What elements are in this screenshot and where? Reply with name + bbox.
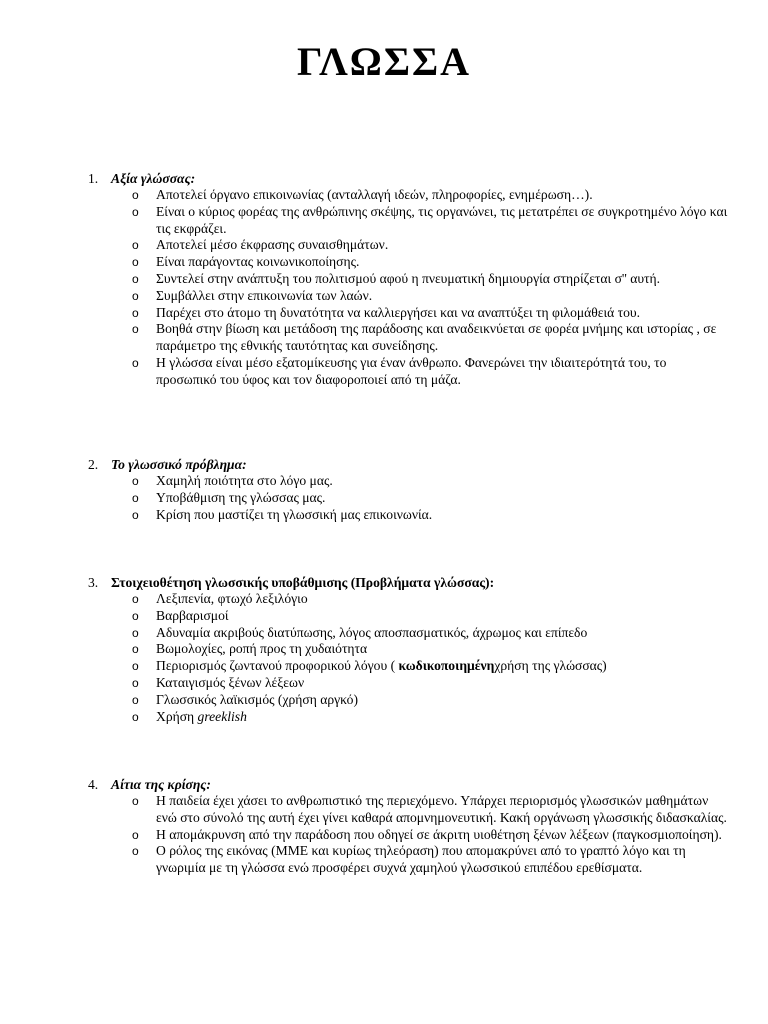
section-title: Το γλωσσικό πρόβλημα: [111, 457, 247, 472]
circle-bullet-icon: o [132, 288, 139, 303]
list-item: o Χαμηλή ποιότητα στο λόγο μας. [132, 473, 333, 488]
list-item: o Η παιδεία έχει χάσει το ανθρωπιστικό της περιεχόμενο. Υπάρχει περιορισμός γλωσσικών μαθημάτων ενώ στο σύνολό της αυτή έχει γίνει καθαρά απομνημονευτική. Κακή οργάνωση γλωσσικής διδασκαλίας. [132, 793, 727, 825]
list-item: o Χρήση greeklish [132, 708, 247, 724]
list-item: o Υποβάθμιση της γλώσσας μας. [132, 489, 326, 505]
circle-bullet-icon: o [132, 204, 139, 219]
list-item: o Ο ρόλος της εικόνας (ΜΜΕ και κυρίως τηλεόραση) που απομακρύνει από το γραπτό λόγο και τη γνωριμία με τη γλώσσα ενώ προσφέρει συχνά χαμηλού γλωσσικού επιπέδου ερεθίσματα. [132, 843, 686, 876]
circle-bullet-icon: o [132, 322, 139, 337]
bullet-list [0, 591, 768, 725]
list-item: o Γλωσσικός λαϊκισμός (χρήση αργκό) [132, 691, 358, 707]
circle-bullet-icon: o [132, 305, 139, 320]
section-number: 3. [88, 575, 99, 590]
section-number: 4. [88, 777, 99, 792]
circle-bullet-icon: o [132, 355, 139, 370]
list-item: o Συντελεί στην ανάπτυξη του πολιτισμού αφού η πνευματική δημιουργία στηρίζεται σ'' αυτή. [132, 270, 661, 286]
circle-bullet-icon: o [132, 507, 139, 522]
section-title: Αξία γλώσσας: [111, 171, 196, 186]
list-item: o Βωμολοχίες, ροπή προς τη χυδαιότητα [132, 641, 368, 657]
bullet-list [0, 793, 768, 877]
circle-bullet-icon: o [132, 827, 139, 842]
list-item: o Αποτελεί μέσο έκφρασης συναισθημάτων. [132, 237, 389, 253]
list-item: o Συμβάλλει στην επικοινωνία των λαών. [132, 287, 373, 303]
circle-bullet-icon: o [132, 642, 139, 657]
circle-bullet-icon: o [132, 474, 139, 488]
section-title: Αίτια της κρίσης: [111, 777, 211, 792]
circle-bullet-icon: o [132, 794, 139, 808]
bold-term: κωδικοποιημένη [398, 658, 495, 674]
list-item: o Λεξιπενία, φτωχό λεξιλόγιο [132, 591, 308, 606]
circle-bullet-icon: o [132, 625, 139, 640]
list-item: o Παρέχει στο άτομο τη δυνατότητα να καλλιεργήσει και να αναπτύξει τη φιλομάθειά του. [132, 304, 641, 320]
section-language-degradation [0, 574, 768, 725]
section-value-of-language [0, 170, 768, 389]
circle-bullet-icon: o [132, 271, 139, 286]
italic-term: greeklish [197, 708, 247, 724]
list-item: o Αποτελεί όργανο επικοινωνίας (ανταλλαγή ιδεών, πληροφορίες, ενημέρωση…). [132, 187, 593, 202]
circle-bullet-icon: o [132, 592, 139, 606]
list-item: o Είναι παράγοντας κοινωνικοποίησης. [132, 254, 360, 270]
circle-bullet-icon: o [132, 709, 139, 724]
section-causes-of-crisis [0, 776, 768, 877]
bullet-list [0, 187, 768, 389]
circle-bullet-icon: o [132, 255, 139, 270]
section-language-problem [0, 456, 768, 523]
list-item: o Κρίση που μαστίζει τη γλωσσική μας επικοινωνία. [132, 506, 433, 522]
section-number: 1. [88, 171, 99, 186]
circle-bullet-icon: o [132, 188, 139, 202]
section-number: 2. [88, 457, 99, 472]
list-item: o Καταιγισμός ξένων λέξεων [132, 674, 305, 690]
section-heading [0, 456, 768, 473]
circle-bullet-icon: o [132, 675, 139, 690]
section-heading [0, 574, 768, 591]
circle-bullet-icon: o [132, 238, 139, 253]
list-item: o Περιορισμός ζωντανού προφορικού λόγου ( κωδικοποιημένηχρήση της γλώσσας) [132, 658, 607, 674]
list-item: o Βαρβαρισμοί [132, 607, 229, 623]
list-item: o Η γλώσσα είναι μέσο εξατομίκευσης για έναν άνθρωπο. Φανερώνει την ιδιαιτερότητά του, το προσωπικό του ύφος και τον διαφοροποιεί από τη μάζα. [132, 354, 667, 387]
circle-bullet-icon: o [132, 844, 139, 859]
list-item: o Βοηθά στην βίωση και μετάδοση της παράδοσης και αναδεικνύεται σε φορέα μνήμης και ιστορίας , σε παράμετρο της εθνικής ταυτότητας και συνείδησης. [132, 321, 717, 354]
circle-bullet-icon: o [132, 490, 139, 505]
page-title: ΓΛΩΣΣΑ [296, 39, 472, 84]
section-title: Στοιχειοθέτηση γλωσσικής υποβάθμισης (Προβλήματα γλώσσας): [111, 575, 495, 590]
circle-bullet-icon: o [132, 692, 139, 707]
list-item: o Αδυναμία ακριβούς διατύπωσης, λόγος αποσπασματικός, άχρωμος και επίπεδο [132, 624, 588, 640]
section-heading [0, 776, 768, 793]
circle-bullet-icon: o [132, 608, 139, 623]
circle-bullet-icon: o [132, 659, 139, 674]
bullet-list [0, 473, 768, 523]
section-heading [0, 170, 768, 187]
list-item: o Η απομάκρυνση από την παράδοση που οδηγεί σε άκριτη υιοθέτηση ξένων λέξεων (παγκοσμιοποίηση). [132, 826, 722, 842]
list-item: o Είναι ο κύριος φορέας της ανθρώπινης σκέψης, τις οργανώνει, τις μετατρέπει σε συγκροτημένο λόγο και τις εκφράζει. [132, 203, 728, 236]
